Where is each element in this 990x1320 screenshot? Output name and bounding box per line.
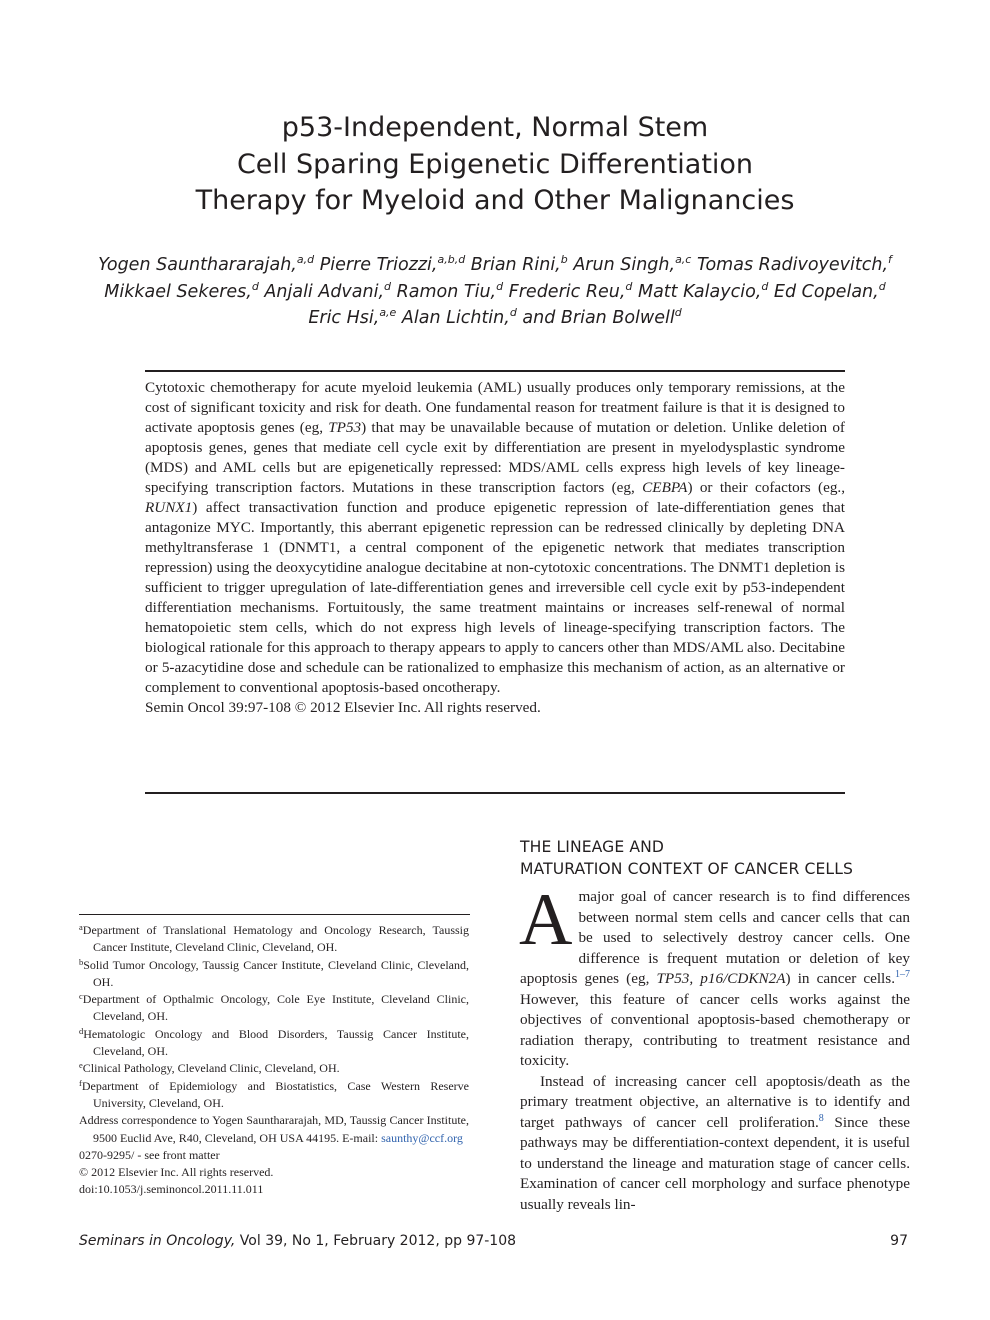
title-line-1: p53-Independent, Normal Stem <box>281 112 709 143</box>
author: Arun Singh, <box>573 255 676 275</box>
article-title <box>95 110 895 220</box>
abstract <box>145 378 845 718</box>
footnote-mark: f <box>79 1077 82 1088</box>
author-affiliation: d <box>496 279 504 293</box>
affiliation-footnote <box>79 922 469 957</box>
footnote-mark: a <box>79 922 83 932</box>
doi-line: doi:10.1053/j.seminoncol.2011.11.011 <box>79 1182 264 1197</box>
section-heading <box>520 836 920 880</box>
author-affiliation: d <box>251 279 259 293</box>
affiliation-footnote <box>79 991 469 1026</box>
journal-name: Seminars in Oncology, <box>79 1233 236 1249</box>
gene-name: CEBPA <box>642 479 688 496</box>
author: Frederic Reu, <box>508 281 626 302</box>
abstract-segment: ) affect transactivation function and produce epigenetic repression of late-differentiation genes that antagonize MYC. Importantly, this aberrant epigenetic repression can be redressed clinically by depleting DNA methyltransferase 1 (DNMT1, a central component of the epigenetic network that mediates transcription repression) using the deoxycytidine analogue decitabine at non-cytotoxic concentrations. The DNMT1 depletion is sufficient to trigger upregulation of late-differentiation genes and irreversible cell cycle exit by p53-independent differentiation mechanisms. Fortuitously, the same treatment maintains or increases self-renewal of normal hematopoietic stem cells, which do not express high levels of lineage-specifying transcription factors. The biological rationale for this approach to therapy appears to apply to cancers other than MDS/AML also. Decitabine or 5-azacytidine dose and schedule can be rationalized to emphasize this mechanism of action, as an alternative or complement to conventional apoptosis-based oncotherapy. <box>145 499 845 696</box>
footnote-text: Hematologic Oncology and Blood Disorders, Taussig Cancer Institute, Cleveland, OH. <box>83 1026 469 1059</box>
author: Mikkael Sekeres, <box>104 281 252 302</box>
author-affiliation: b <box>560 253 568 266</box>
affiliation-footnote <box>79 957 469 992</box>
running-footer <box>79 1233 516 1249</box>
author: Alan Lichtin, <box>401 308 510 328</box>
drop-cap: A <box>519 879 573 961</box>
author: Yogen Saunthararajah, <box>98 255 297 275</box>
footnote-mark: e <box>79 1060 83 1071</box>
footnote-text: Department of Translational Hematology and Oncology Research, Taussig Cancer Institute, Cleveland Clinic, Cleveland, OH. <box>82 923 469 955</box>
author-affiliation: d <box>509 306 517 319</box>
body-paragraph-2 <box>520 1072 910 1216</box>
abstract-top-rule <box>145 370 845 372</box>
affiliation-footnote <box>79 1078 469 1113</box>
gene-name: RUNX1 <box>145 499 193 516</box>
abstract-segment: ) or their cofactors (eg., <box>687 479 846 496</box>
footnote-text: Clinical Pathology, Cleveland Clinic, Cleveland, OH. <box>82 1061 340 1076</box>
footnote-text: Department of Opthalmic Oncology, Cole Eye Institute, Cleveland Clinic, Cleveland, OH. <box>82 992 469 1024</box>
author-affiliation: f <box>888 253 892 266</box>
gene-name: TP53, p16/CDKN2A <box>656 970 786 987</box>
author: Matt Kalaycio, <box>637 281 762 302</box>
reference-link[interactable]: 8 <box>818 1112 824 1124</box>
title-line-2: Cell Sparing Epigenetic Differentiation <box>236 148 754 180</box>
author: Ed Copelan, <box>773 281 879 302</box>
correspondence-footnote <box>79 1112 469 1147</box>
abstract-text <box>145 378 845 698</box>
correspondence-text: Address correspondence to Yogen Saunthararajah, MD, Taussig Cancer Institute, 9500 Euclid Ave, R40, Cleveland, OH USA 44195. E-mail: <box>79 1113 469 1145</box>
author-list <box>60 252 930 332</box>
title-line-3: Therapy for Myeloid and Other Malignancies <box>195 185 795 216</box>
abstract-segment: Cytotoxic chemotherapy for acute myeloid leukemia (AML) usually produces only temporary remissions, at the cost of significant toxicity and risk for death. One fundamental reason for treatment failure is that it is designed to activate apoptosis genes (eg, <box>145 379 845 436</box>
affiliation-footnote <box>79 1026 469 1061</box>
author: and Brian Bolwell <box>522 308 675 328</box>
author-affiliation: a,d <box>296 253 315 266</box>
footnote-mark: c <box>79 991 83 1002</box>
author-affiliation: d <box>878 279 886 293</box>
author-affiliation: d <box>625 279 633 293</box>
gene-name: TP53 <box>328 419 362 436</box>
author-affiliation: d <box>761 279 769 293</box>
footnote-text: Department of Epidemiology and Biostatistics, Case Western Reserve University, Cleveland, OH. <box>81 1078 469 1110</box>
author-affiliation: a,b,d <box>437 253 466 266</box>
footnotes <box>79 922 469 1199</box>
paragraph-segment: ) in cancer cells. <box>785 970 895 987</box>
author: Pierre Triozzi, <box>319 255 438 275</box>
issue-info: Vol 39, No 1, February 2012, pp 97-108 <box>235 1233 517 1249</box>
section-heading-line-1: THE LINEAGE AND <box>520 838 664 856</box>
paragraph-segment: However, this feature of cancer cells works against the objectives of conventional apoptosis-based chemotherapy or radiation therapy, contributing to treatment resistance and toxicity. <box>520 990 910 1069</box>
abstract-bottom-rule <box>145 792 845 794</box>
abstract-citation: Semin Oncol 39:97-108 © 2012 Elsevier Inc. All rights reserved. <box>145 699 541 716</box>
abstract-segment: ) that may be unavailable because of mutation or deletion. Unlike deletion of apoptosis genes, genes that mediate cell cycle exit by differentiation are present in myelodysplastic syndrome (MDS) and AML cells but are epigenetically repressed: MDS/AML cells express high levels of key lineage-specifying transcription factors. Mutations in these transcription factors (eg, <box>145 419 845 496</box>
author: Brian Rini, <box>470 255 561 275</box>
paragraph-segment: Since these pathways may be differentiation-context dependent, it is useful to understand the lineage and maturation stage of cancer cells. Examination of cancer cell morphology and surface phenotype usually reveals lin- <box>520 1113 910 1213</box>
body-text <box>519 879 910 1215</box>
footnote-mark: b <box>79 956 84 967</box>
body-paragraph-1 <box>519 879 910 1072</box>
page-number: 97 <box>890 1233 908 1249</box>
copyright-line: © 2012 Elsevier Inc. All rights reserved. <box>79 1165 274 1180</box>
author-affiliation: d <box>674 306 682 319</box>
paragraph-segment: Instead of increasing cancer cell apoptosis/death as the primary treatment objective, an alternative is to identify and target pathways of cancer cell proliferation. <box>520 1072 910 1131</box>
section-heading-line-2: MATURATION CONTEXT OF CANCER CELLS <box>520 860 853 878</box>
reference-link[interactable]: 1–7 <box>895 969 910 980</box>
affiliation-footnote <box>79 1060 469 1077</box>
author: Anjali Advani, <box>264 281 385 302</box>
author-affiliation: d <box>384 279 392 293</box>
footnote-rule <box>79 914 470 915</box>
author: Tomas Radivoyevitch, <box>696 255 889 275</box>
author: Eric Hsi, <box>308 308 380 328</box>
author-affiliation: a,c <box>675 253 692 266</box>
email-link[interactable]: saunthy@ccf.org <box>381 1130 463 1145</box>
footnote-mark: d <box>79 1025 84 1036</box>
author: Ramon Tiu, <box>396 281 497 302</box>
author-affiliation: a,e <box>379 306 397 319</box>
footnote-text: Solid Tumor Oncology, Taussig Cancer Institute, Cleveland Clinic, Cleveland, OH. <box>83 957 469 989</box>
issn-line: 0270-9295/ - see front matter <box>79 1147 220 1162</box>
paragraph-segment: major goal of cancer research is to find differences between normal stem cells and cancer cells that can be used to selectively destroy cancer cells. One difference is frequent mutation or deletion of key apoptosis genes (eg, <box>520 888 910 987</box>
